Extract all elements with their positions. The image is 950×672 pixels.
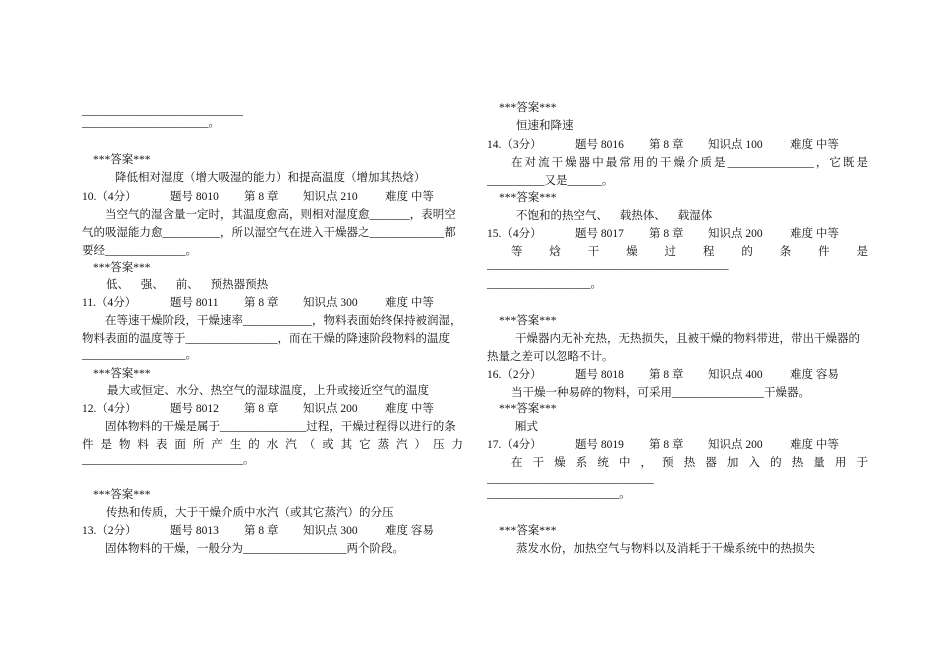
question-difficulty: 难度 中等 xyxy=(790,228,839,240)
answer-text: 传热和传质，大于干燥介质中水汽（或其它蒸汽）的分压 xyxy=(106,507,394,519)
question-chapter: 第 8 章 xyxy=(649,228,684,240)
question-14-line-1: 在对流干燥器中最常用的干燥介质是_______________，它既是 xyxy=(511,157,868,169)
question-11-line-1: 在等速干燥阶段，干燥速率____________，物料表面始终保持被润湿， xyxy=(105,315,462,327)
question-number: 11.（4分） xyxy=(82,297,137,309)
question-number: 15.（4分） xyxy=(487,228,542,240)
question-knowledge-point: 知识点 400 xyxy=(708,369,763,381)
question-15-line-2: __________________________________________ xyxy=(487,259,729,271)
question-number: 12.（4分） xyxy=(82,403,137,415)
question-12-line-3: ____________________________。 xyxy=(82,454,255,466)
question-id: 题号 8011 xyxy=(170,297,219,309)
question-difficulty: 难度 中等 xyxy=(385,403,434,415)
question-id: 题号 8019 xyxy=(575,439,624,451)
answer-label: ***答案*** xyxy=(93,154,151,166)
answer-label: ***答案*** xyxy=(499,525,557,537)
question-11-line-2: 物料表面的温度等于________________，而在干燥的降速阶段物料的温度 xyxy=(82,333,450,345)
question-knowledge-point: 知识点 200 xyxy=(708,439,763,451)
answer-text: 不饱和的热空气、 载热体、 载湿体 xyxy=(516,210,713,222)
question-chapter: 第 8 章 xyxy=(244,297,279,309)
question-9-line-1: ____________________________ xyxy=(82,105,243,117)
question-difficulty: 难度 中等 xyxy=(790,139,839,151)
answer-label: ***答案*** xyxy=(499,192,557,204)
question-difficulty: 难度 中等 xyxy=(385,191,434,203)
question-difficulty: 难度 中等 xyxy=(790,439,839,451)
question-id: 题号 8010 xyxy=(170,191,219,203)
question-10-line-2: 气的吸湿能力愈__________，所以湿空气在进入干燥器之_____________都 xyxy=(82,227,456,239)
answer-text: 热量之差可以忽略不计。 xyxy=(487,351,614,363)
answer-label: ***答案*** xyxy=(93,489,151,501)
question-15-header xyxy=(487,225,870,243)
question-number: 16.（2分） xyxy=(487,369,542,381)
question-14-line-2: __________又是______。 xyxy=(487,175,614,187)
answer-label: ***答案*** xyxy=(499,102,557,114)
answer-text: 蒸发水份，加热空气与物料以及消耗于干燥系统中的热损失 xyxy=(516,543,815,555)
question-13-header xyxy=(82,522,465,540)
question-15-line-1: 等焓干燥过程的条件是 xyxy=(511,246,868,258)
question-knowledge-point: 知识点 300 xyxy=(303,297,358,309)
question-chapter: 第 8 章 xyxy=(649,369,684,381)
answer-label: ***答案*** xyxy=(499,403,557,415)
question-chapter: 第 8 章 xyxy=(649,439,684,451)
question-knowledge-point: 知识点 100 xyxy=(708,139,763,151)
question-12-header xyxy=(82,400,465,418)
question-difficulty: 难度 容易 xyxy=(385,525,434,537)
question-chapter: 第 8 章 xyxy=(244,403,279,415)
question-10-line-1: 当空气的湿含量一定时，其温度愈高，则相对湿度愈_______，表明空 xyxy=(105,209,456,221)
question-knowledge-point: 知识点 210 xyxy=(303,191,358,203)
question-16-header xyxy=(487,366,870,384)
question-12-line-1: 固体物料的干燥是属于_______________过程，干燥过程得以进行的条 xyxy=(105,421,456,433)
question-17-line-2: _____________________________ xyxy=(487,473,654,485)
question-knowledge-point: 知识点 200 xyxy=(708,228,763,240)
question-number: 14.（3分） xyxy=(487,139,542,151)
question-knowledge-point: 知识点 300 xyxy=(303,525,358,537)
answer-text: 恒速和降速 xyxy=(516,120,574,132)
question-knowledge-point: 知识点 200 xyxy=(303,403,358,415)
question-14-header xyxy=(487,136,870,154)
answer-text: 干燥器内无补充热，无热损失，且被干燥的物料带进，带出干燥器的 xyxy=(515,333,860,345)
question-12-line-2: 件是物料表面所产生的水汽（或其它蒸汽）压力 xyxy=(82,439,463,451)
question-16-line-1: 当干燥一种易碎的物料，可采用________________干燥器。 xyxy=(511,387,810,399)
question-chapter: 第 8 章 xyxy=(244,191,279,203)
question-id: 题号 8018 xyxy=(575,369,624,381)
answer-text: 最大或恒定、水分、热空气的湿球温度，上升或接近空气的温度 xyxy=(107,385,429,397)
question-11-line-3: __________________。 xyxy=(82,349,197,361)
question-17-line-1: 在干燥系统中，预热器加入的热量用于 xyxy=(511,457,868,469)
question-number: 17.（4分） xyxy=(487,439,542,451)
answer-label: ***答案*** xyxy=(499,315,557,327)
question-id: 题号 8016 xyxy=(575,139,624,151)
answer-text: 厢式 xyxy=(515,421,538,433)
question-chapter: 第 8 章 xyxy=(649,139,684,151)
question-id: 题号 8012 xyxy=(170,403,219,415)
answer-label: ***答案*** xyxy=(93,262,151,274)
question-difficulty: 难度 容易 xyxy=(790,369,839,381)
question-10-header xyxy=(82,188,465,206)
question-difficulty: 难度 中等 xyxy=(385,297,434,309)
question-id: 题号 8017 xyxy=(575,228,624,240)
question-13-line-1: 固体物料的干燥，一般分为__________________两个阶段。 xyxy=(105,543,404,555)
answer-text: 低、 强、 前、 预热器预热 xyxy=(106,279,269,291)
question-number: 10.（4分） xyxy=(82,191,137,203)
question-11-header xyxy=(82,294,465,312)
question-chapter: 第 8 章 xyxy=(244,525,279,537)
answer-text: 降低相对湿度（增大吸湿的能力）和提高温度（增加其热焓） xyxy=(115,172,426,184)
answer-label: ***答案*** xyxy=(93,368,151,380)
question-17-header xyxy=(487,436,870,454)
question-number: 13.（2分） xyxy=(82,525,137,537)
question-id: 题号 8013 xyxy=(170,525,219,537)
question-10-line-3: 要经______________。 xyxy=(82,245,197,257)
question-17-line-3: _______________________。 xyxy=(487,488,631,500)
question-9-line-2: ______________________。 xyxy=(82,117,220,129)
question-15-line-3: __________________。 xyxy=(487,278,602,290)
